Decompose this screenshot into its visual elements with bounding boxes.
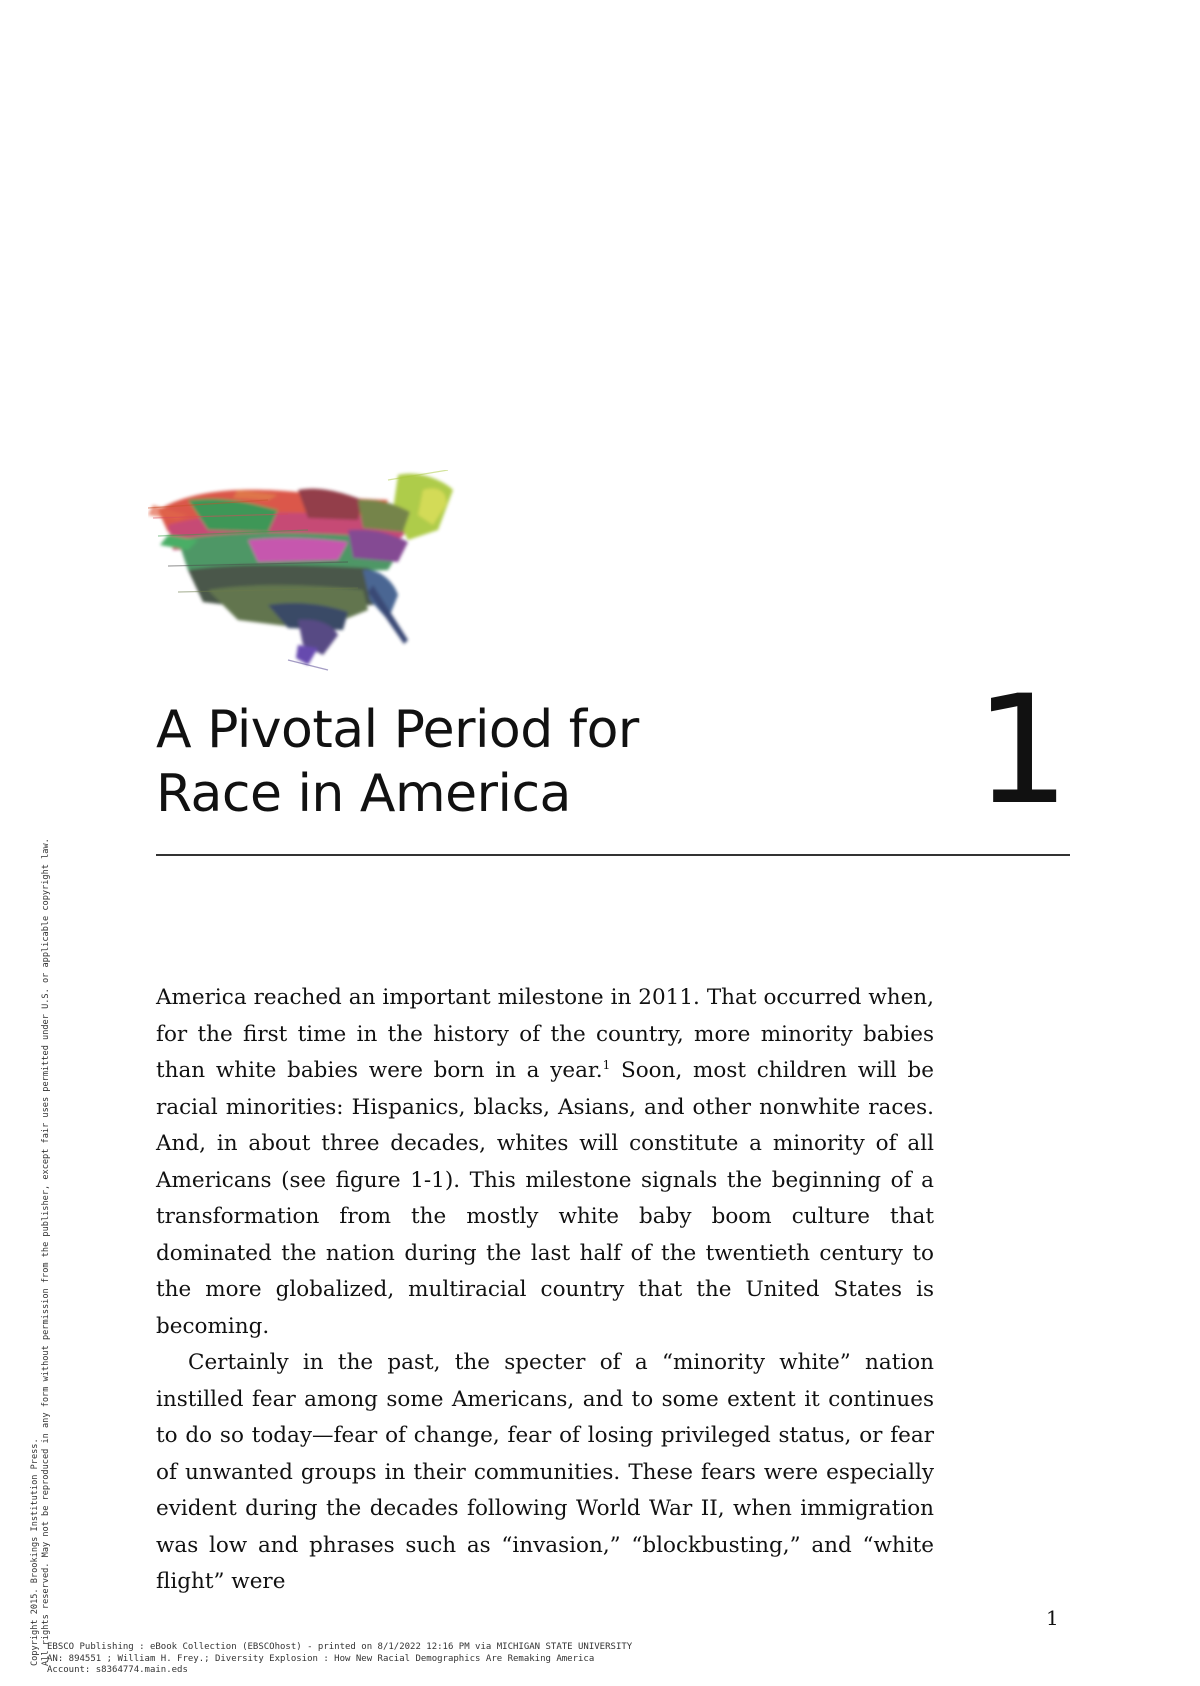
chapter-title-line-1: A Pivotal Period for xyxy=(156,700,639,760)
page-number: 1 xyxy=(1046,1606,1059,1630)
paragraph-2: Certainly in the past, the specter of a “minority white” nation instilled fear among some Americans, and to some extent it continues to do so today—fear of change, fear of losing privileged status, or fear of unwanted groups in their communities. These fears were especially evident during the decades following World War II, when immigration was low and phrases such as “invasion,” “blockbusting,” and “white flight” were xyxy=(156,1350,934,1594)
chapter-title-line-2: Race in America xyxy=(156,764,571,824)
chapter-title xyxy=(156,698,639,826)
chapter-number: 1 xyxy=(974,664,1066,838)
ebsco-footer-notice xyxy=(47,1642,632,1677)
chapter-opener-map-image xyxy=(148,470,478,680)
painted-us-map-icon xyxy=(148,470,478,680)
footer-line-3: Account: s8364774.main.eds xyxy=(47,1665,188,1675)
body-text xyxy=(156,980,934,1601)
copyright-side-line-2: All rights reserved. May not be reproduced in any form without permission from the publisher, except fair uses permitted under U.S. or applicable copyright law. xyxy=(41,838,51,1666)
footer-line-2: AN: 894551 ; William H. Frey.; Diversity Explosion : How New Racial Demographics Are Remaking America xyxy=(47,1653,595,1664)
paragraph-1-text-a: America reached an important milestone in 2011. That occurred when, for the first time in the history of the country, more minority babies than white babies were born in a year. xyxy=(156,985,934,1083)
footnote-marker[interactable]: 1 xyxy=(602,1057,611,1072)
paragraph-1 xyxy=(156,980,934,1345)
footer-line-1: EBSCO Publishing : eBook Collection (EBSCOhost) - printed on 8/1/2022 12:16 PM via MICHIGAN STATE UNIVERSITY xyxy=(47,1642,633,1652)
copyright-side-line-1: Copyright 2015. Brookings Institution Press. xyxy=(30,1438,40,1666)
paragraph-1-text-b: Soon, most children will be racial minorities: Hispanics, blacks, Asians, and other nonwhite races. And, in about three decades, whites will constitute a minority of all Americans (see figure 1-1). This milestone signals the beginning of a transformation from the mostly white baby boom culture that dominated the nation during the last half of the twentieth century to the more globalized, multiracial country that the United States is becoming. xyxy=(156,1058,934,1339)
copyright-side-notice xyxy=(30,838,52,1666)
title-divider xyxy=(156,854,1070,856)
